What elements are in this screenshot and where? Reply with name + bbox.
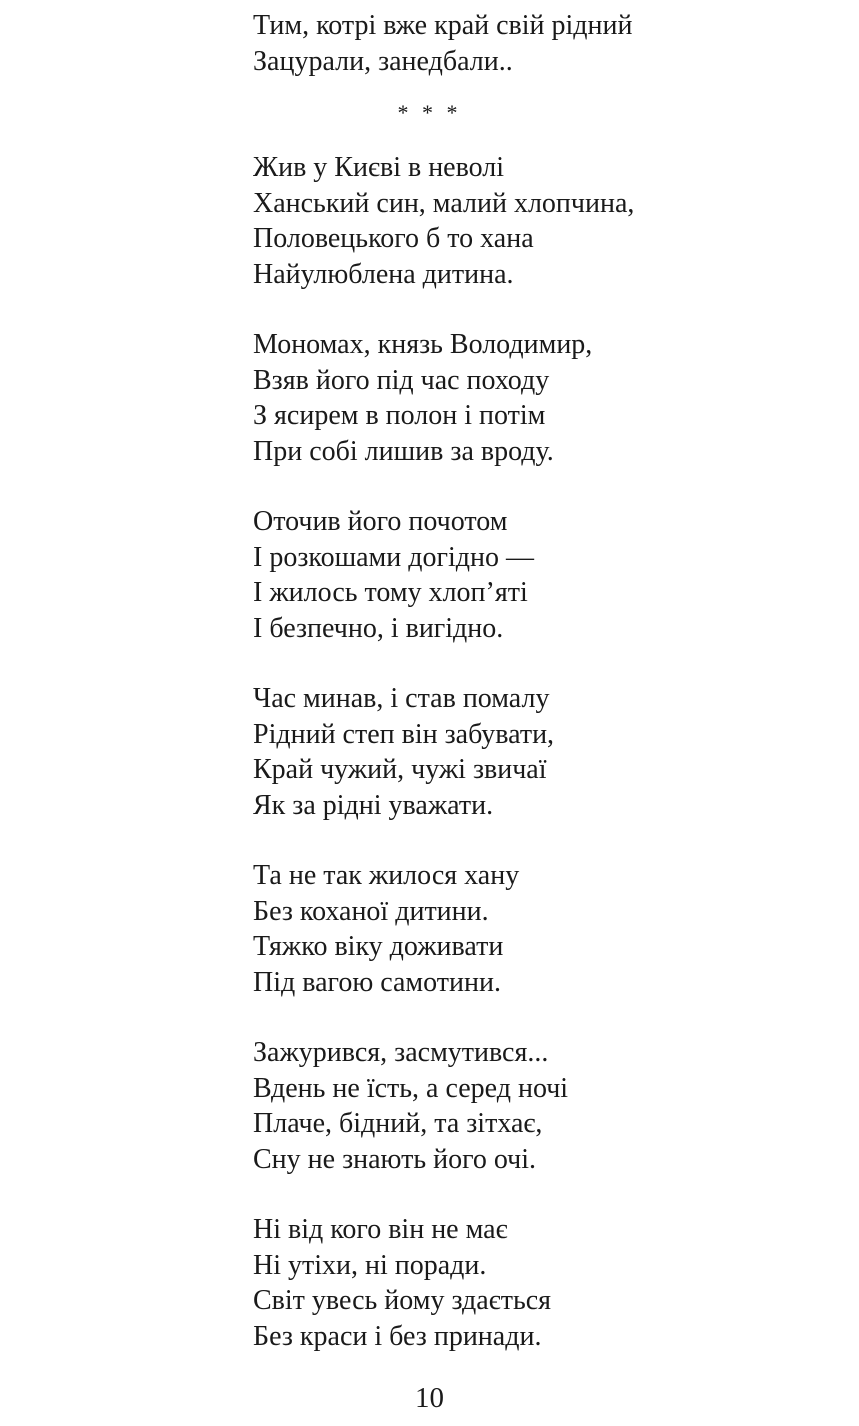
poem-line: Час минав, і став помалу [253,683,550,714]
poem-line: При собі лишив за вроду. [253,435,554,467]
poem-line: Вдень не їсть, а серед ночі [253,1072,569,1104]
poem-line: Тим, котрі вже край свій рідний [253,10,633,41]
stanza [253,504,634,646]
poem-line: Та не так жилося хану [253,860,520,891]
poem-line: І розкошами догідно — [253,541,534,573]
poem-line: Тяжко віку доживати [253,931,504,962]
poem-line: Світ увесь йому здається [253,1285,552,1316]
stanza [253,327,634,469]
poem-line: З ясирем в полон і потім [253,400,546,431]
poem-line: Зажурився, засмутився... [253,1037,549,1068]
poem-line: Без коханої дитини. [253,895,489,927]
poem-line: Ні від кого він не має [253,1214,508,1245]
poem-line: Край чужий, чужі звичаї [253,754,547,785]
poem-body [253,150,634,1389]
poem-line: Сну не знають його очі. [253,1143,537,1175]
poem-line: Плаче, бідний, та зітхає, [253,1108,543,1139]
poem-line: Ні утіхи, ні поради. [253,1249,487,1281]
stanza [253,1212,634,1354]
continued-stanza [253,8,633,79]
poem-line: Найулюблена дитина. [253,258,514,290]
stanza [253,1035,634,1177]
poem-line: Оточив його почотом [253,506,508,537]
poem-line: Як за рідні уважати. [253,789,494,821]
poem-line: І безпечно, і вигідно. [253,612,504,644]
poem-line: Мономах, князь Володимир, [253,329,593,360]
stanza [253,858,634,1000]
poem-line: Жив у Києві в неволі [253,152,505,183]
poem-line: Без краси і без принади. [253,1320,542,1352]
page-number: 10 [415,1382,444,1414]
poem-line: Зацурали, занедбали.. [253,45,513,77]
section-separator: * * * [397,100,462,125]
poem-line: Половецького б то хана [253,223,534,254]
poem-line: Під вагою самотини. [253,966,501,998]
poem-line: Рідний степ він забувати, [253,718,555,750]
poem-line: І жилось тому хлоп’яті [253,577,528,608]
stanza [253,150,634,292]
stanza [253,681,634,823]
poem-line: Ханський син, малий хлопчина, [253,187,635,219]
poem-line: Взяв його під час походу [253,364,550,396]
